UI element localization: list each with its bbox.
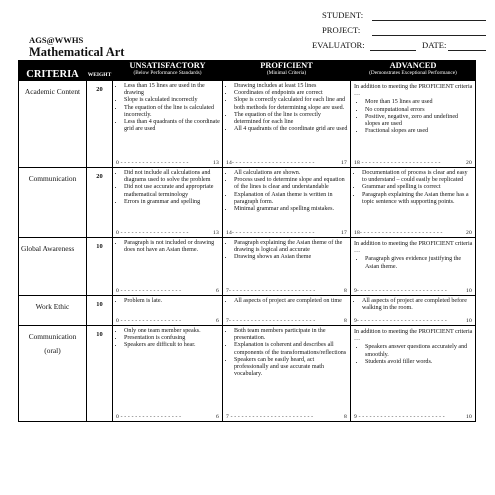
score-range bbox=[116, 318, 219, 324]
descriptor-item: • Both team members participate in the presentation. bbox=[234, 328, 348, 342]
descriptor-item: • Errors in grammar and spelling bbox=[124, 199, 220, 206]
criteria-cell bbox=[19, 238, 87, 296]
descriptor-item: • Speakers can be easily heard, act professionally and use accurate math vocabulary. bbox=[234, 357, 348, 379]
score-max: 17 bbox=[341, 160, 347, 166]
weight-header: WEIGHT bbox=[87, 61, 113, 81]
score-range bbox=[354, 414, 472, 420]
score-max: 20 bbox=[466, 160, 472, 166]
descriptor-item: • All 4 quadrants of the coordinate grid are used bbox=[234, 126, 348, 133]
descriptor-list bbox=[351, 344, 475, 366]
criteria-cell bbox=[19, 326, 87, 422]
criteria-cell bbox=[19, 168, 87, 238]
score-min: 14- - - - - - - - - - - - - - - - - - - - - - - bbox=[226, 160, 315, 166]
descriptor-item: • Less than 15 lines are used in the drawing bbox=[124, 83, 220, 97]
level-cell-adv bbox=[351, 326, 476, 422]
rubric-row bbox=[19, 81, 476, 168]
score-max: 17 bbox=[341, 230, 347, 236]
descriptor-item: • Slope is correctly calculated for each line and both methods for determining slope are used. bbox=[234, 97, 348, 111]
level-header-unsatisfactory bbox=[113, 61, 223, 81]
level-cell-prof bbox=[223, 168, 351, 238]
criteria-name: Global Awareness bbox=[21, 244, 75, 253]
level-header-proficient bbox=[223, 61, 351, 81]
descriptor-item: • Drawing includes at least 15 lines bbox=[234, 83, 348, 90]
score-max: 8 bbox=[344, 414, 347, 420]
project-field[interactable] bbox=[322, 25, 360, 35]
descriptor-item: • Paragraph explaining the Asian theme of the drawing is logical and accurate bbox=[234, 240, 348, 254]
score-range bbox=[354, 318, 472, 324]
level-name: UNSATISFACTORY bbox=[129, 61, 206, 70]
descriptor-item: • Only one team member speaks. bbox=[124, 328, 220, 335]
score-min: 0 - - - - - - - - - - - - - - - - - bbox=[116, 414, 182, 420]
rubric-title: Mathematical Art bbox=[29, 45, 125, 59]
descriptor-item: • Explanation of Asian theme is written in paragraph form. bbox=[234, 192, 348, 206]
level-cell-prof bbox=[223, 296, 351, 326]
descriptor-list bbox=[351, 296, 475, 312]
descriptor-item: • Fractional slopes are used bbox=[365, 128, 473, 135]
score-min: 18 - - - - - - - - - - - - - - - - - - - - - - bbox=[354, 160, 441, 166]
descriptor-item: • Paragraph gives evidence justifying the Asian theme. bbox=[365, 256, 473, 270]
score-max: 8 bbox=[344, 288, 347, 294]
student-line[interactable] bbox=[372, 12, 486, 21]
descriptor-list bbox=[113, 168, 222, 206]
level-subtitle: (Minimal Criteria) bbox=[266, 70, 307, 76]
descriptor-item: • All calculations are shown. bbox=[234, 170, 348, 177]
level-cell-adv bbox=[351, 296, 476, 326]
level-subtitle: (Demonstrates Exceptional Performance) bbox=[369, 70, 457, 76]
descriptor-list bbox=[113, 81, 222, 133]
level-name: PROFICIENT bbox=[260, 61, 313, 70]
descriptor-item: • All aspects of project are completed on time bbox=[234, 298, 348, 305]
level-cell-prof bbox=[223, 238, 351, 296]
level-subtitle: (Below Performance Standards) bbox=[133, 70, 202, 76]
score-max: 6 bbox=[216, 288, 219, 294]
score-min: 18- - - - - - - - - - - - - - - - - - - - - - - bbox=[354, 230, 443, 236]
descriptor-list bbox=[223, 81, 350, 133]
date-label: DATE: bbox=[422, 40, 447, 50]
descriptor-item: • No computational errors bbox=[365, 107, 473, 114]
project-line[interactable] bbox=[372, 27, 486, 36]
evaluator-line[interactable] bbox=[370, 42, 416, 51]
descriptor-list bbox=[113, 326, 222, 350]
descriptor-list bbox=[223, 326, 350, 378]
descriptor-item: • Paragraph is not included or drawing does not have an Asian theme. bbox=[124, 240, 220, 254]
rubric-row bbox=[19, 296, 476, 326]
score-min: 0 - - - - - - - - - - - - - - - - - - - bbox=[116, 230, 189, 236]
descriptor-list bbox=[113, 296, 222, 305]
score-range bbox=[226, 288, 347, 294]
score-range bbox=[354, 288, 472, 294]
descriptor-list bbox=[113, 238, 222, 254]
date-field[interactable] bbox=[422, 40, 446, 50]
descriptor-item: • Speakers are difficult to hear. bbox=[124, 342, 220, 349]
criteria-name: Communication bbox=[28, 332, 77, 341]
descriptor-item: • The equation of the line is calculated incorrectly. bbox=[124, 105, 220, 119]
score-range bbox=[116, 288, 219, 294]
criteria-name: Academic Content bbox=[24, 87, 81, 96]
level-cell-unsat bbox=[113, 296, 223, 326]
criteria-cell bbox=[19, 296, 87, 326]
score-min: 0 - - - - - - - - - - - - - - - - - bbox=[116, 318, 182, 324]
level-cell-prof bbox=[223, 81, 351, 168]
score-max: 10 bbox=[466, 288, 472, 294]
score-max: 13 bbox=[213, 160, 219, 166]
score-min: 0 - - - - - - - - - - - - - - - - - bbox=[116, 288, 182, 294]
descriptor-item: • Problem is late. bbox=[124, 298, 220, 305]
score-range bbox=[226, 230, 347, 236]
rubric-table bbox=[18, 60, 476, 422]
rubric-header-row bbox=[19, 61, 476, 81]
descriptor-item: • Students avoid filler words. bbox=[365, 359, 473, 366]
score-max: 10 bbox=[466, 414, 472, 420]
score-max: 8 bbox=[344, 318, 347, 324]
project-label: PROJECT: bbox=[322, 25, 361, 35]
descriptor-list bbox=[351, 256, 475, 270]
score-range bbox=[226, 414, 347, 420]
score-range bbox=[116, 414, 219, 420]
score-min: 9 - - - - - - - - - - - - - - - - - - - - - - - - bbox=[354, 414, 445, 420]
weight-cell: 10 bbox=[87, 238, 113, 296]
descriptor-item: • Positive, negative, zero and undefined slopes are used bbox=[365, 114, 473, 128]
weight-cell: 10 bbox=[87, 326, 113, 422]
criteria-intro: In addition to meeting the PROFICIENT criteria … bbox=[354, 84, 473, 98]
level-cell-unsat bbox=[113, 238, 223, 296]
score-max: 6 bbox=[216, 318, 219, 324]
level-cell-unsat bbox=[113, 326, 223, 422]
descriptor-item: • Did not use accurate and appropriate mathematical terminology bbox=[124, 184, 220, 198]
criteria-intro: In addition to meeting the PROFICIENT criteria … bbox=[354, 241, 473, 255]
descriptor-item: • Paragraph explaining the Asian theme has a topic sentence with supporting points. bbox=[362, 192, 473, 206]
level-cell-adv bbox=[351, 168, 476, 238]
evaluator-label: EVALUATOR: bbox=[312, 40, 365, 50]
descriptor-list bbox=[223, 296, 350, 305]
level-cell-adv bbox=[351, 81, 476, 168]
score-range bbox=[116, 160, 219, 166]
descriptor-item: • Presentation is confusing bbox=[124, 335, 220, 342]
rubric-row bbox=[19, 238, 476, 296]
descriptor-item: • Explanation is coherent and describes all components of the transformations/reflections bbox=[234, 342, 348, 356]
descriptor-item: • Documentation of process is clear and easy to understand – could easily be replicated bbox=[362, 170, 473, 184]
score-max: 10 bbox=[466, 318, 472, 324]
rubric-row bbox=[19, 168, 476, 238]
descriptor-list bbox=[351, 99, 475, 135]
level-cell-unsat bbox=[113, 81, 223, 168]
level-cell-adv bbox=[351, 238, 476, 296]
rubric-row bbox=[19, 326, 476, 422]
descriptor-list bbox=[351, 168, 475, 206]
level-name: ADVANCED bbox=[389, 61, 437, 70]
criteria-name: Communication bbox=[28, 174, 77, 183]
criteria-cell bbox=[19, 81, 87, 168]
score-min: 7- - - - - - - - - - - - - - - - - - - - - - - - bbox=[226, 318, 316, 324]
descriptor-item: • Less than 4 quadrants of the coordinate grid are used bbox=[124, 119, 220, 133]
descriptor-item: • The equation of the line is correctly determined for each line bbox=[234, 112, 348, 126]
score-range bbox=[226, 160, 347, 166]
descriptor-item: • Minimal grammar and spelling mistakes. bbox=[234, 206, 348, 213]
criteria-header: CRITERIA bbox=[19, 61, 87, 81]
criteria-intro: In addition to meeting the PROFICIENT criteria … bbox=[354, 329, 473, 343]
score-max: 6 bbox=[216, 414, 219, 420]
score-range bbox=[354, 160, 472, 166]
descriptor-item: • All aspects of project are completed before walking in the room. bbox=[362, 298, 473, 312]
level-cell-prof bbox=[223, 326, 351, 422]
school-name: AGS@WWHS bbox=[29, 35, 84, 45]
descriptor-item: • Slope is calculated incorrectly bbox=[124, 97, 220, 104]
descriptor-item: • Grammar and spelling is correct bbox=[362, 184, 473, 191]
score-range bbox=[354, 230, 472, 236]
level-header-advanced bbox=[351, 61, 476, 81]
student-label: STUDENT: bbox=[322, 10, 364, 20]
weight-cell: 20 bbox=[87, 168, 113, 238]
descriptor-item: • Speakers answer questions accurately and smoothly. bbox=[365, 344, 473, 358]
descriptor-item: • More than 15 lines are used bbox=[365, 99, 473, 106]
score-range bbox=[226, 318, 347, 324]
score-min: 9- - - - - - - - - - - - - - - - - - - - - - - - - bbox=[354, 318, 447, 324]
score-max: 20 bbox=[466, 230, 472, 236]
score-min: 7 - - - - - - - - - - - - - - - - - - - - - - - bbox=[226, 414, 314, 420]
score-min: 9- - - - - - - - - - - - - - - - - - - - - - - - - bbox=[354, 288, 447, 294]
date-line[interactable] bbox=[448, 42, 486, 51]
level-cell-unsat bbox=[113, 168, 223, 238]
weight-cell: 10 bbox=[87, 296, 113, 326]
descriptor-item: • Did not include all calculations and diagrams used to solve the problem bbox=[124, 170, 220, 184]
criteria-name: Work Ethic bbox=[35, 302, 70, 311]
evaluator-field[interactable] bbox=[312, 40, 365, 50]
student-field[interactable] bbox=[322, 10, 363, 20]
score-max: 13 bbox=[213, 230, 219, 236]
descriptor-item: • Coordinates of endpoints are correct bbox=[234, 90, 348, 97]
descriptor-list bbox=[223, 168, 350, 213]
weight-cell: 20 bbox=[87, 81, 113, 168]
score-min: 14- - - - - - - - - - - - - - - - - - - - - - - bbox=[226, 230, 315, 236]
score-min: 0 - - - - - - - - - - - - - - - - - - - bbox=[116, 160, 189, 166]
score-min: 7- - - - - - - - - - - - - - - - - - - - - - - - bbox=[226, 288, 316, 294]
descriptor-item: • Drawing shows an Asian theme bbox=[234, 254, 348, 261]
criteria-subtitle: (oral) bbox=[44, 346, 61, 355]
descriptor-list bbox=[223, 238, 350, 262]
score-range bbox=[116, 230, 219, 236]
descriptor-item: • Process used to determine slope and equation of the lines is clear and understandable bbox=[234, 177, 348, 191]
